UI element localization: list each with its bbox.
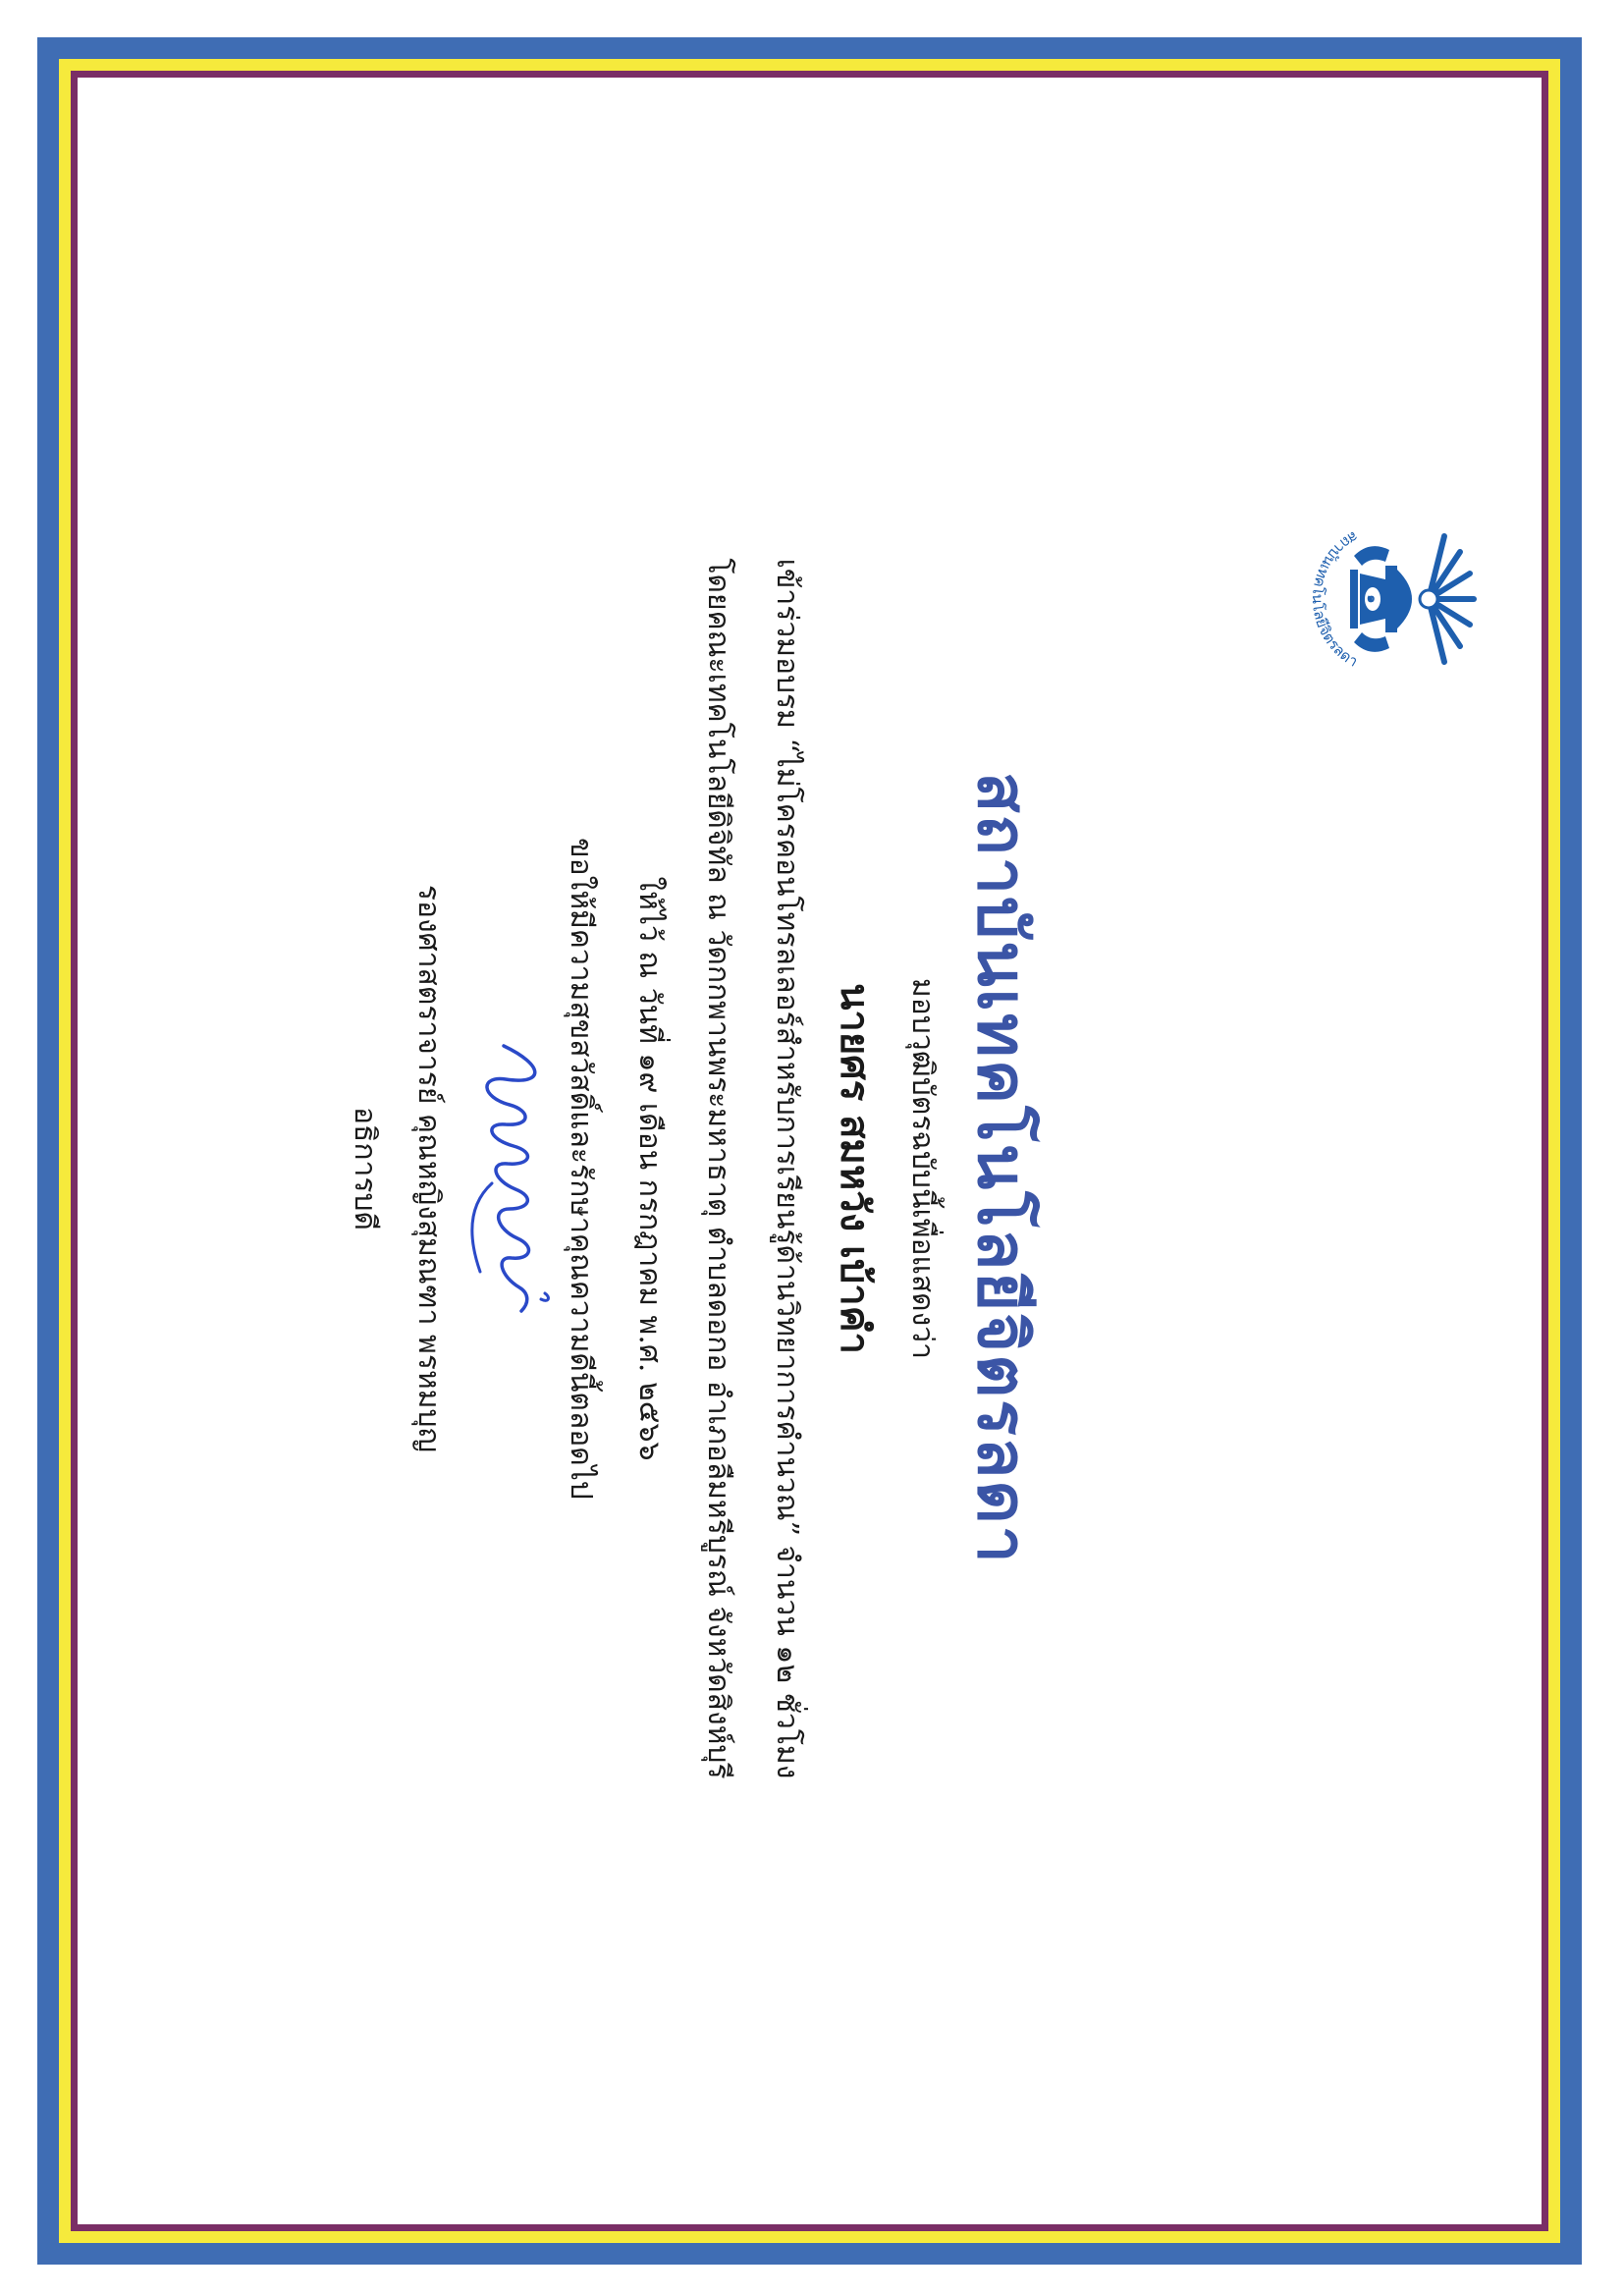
signature bbox=[457, 1036, 565, 1321]
certificate-content bbox=[231, 403, 1586, 1935]
body-line-course: เข้าร่วมอบรม “ไม่โครคอนโทรลเลอร์สำหรับการเรียนรู้ด้านวิทยาการคำนวณ” จำนวน ๑๒ ชั่วโมง bbox=[770, 558, 804, 1779]
body-line-blessing: ขอให้มีความสุขสวัสดิ์และรักษาคุณความดีนี้ตลอดไป bbox=[564, 838, 598, 1500]
signer-title: อธิการบดี bbox=[348, 1107, 382, 1230]
body-line-date: ให้ไว้ ณ วันที่ ๑๙ เดือน กรกฎาคม พ.ศ. ๒๕๖๖ bbox=[632, 876, 667, 1461]
institute-emblem-icon bbox=[1291, 501, 1488, 697]
svg-text:๑: ๑ bbox=[1364, 594, 1380, 604]
recipient-name: นายศร สมหวัง เบ้าคำ bbox=[832, 983, 878, 1354]
institute-logo bbox=[1291, 501, 1488, 697]
signer-name: รองศาสตราจารย์ คุณหญิงสุมณฑา พรหมบุญ bbox=[411, 884, 446, 1453]
presentation-line: มอบวุฒิบัตรฉบับนี้เพื่อแสดงว่า bbox=[905, 978, 940, 1359]
certificate-title: สถาบันเทคโนโลยีจิตรลดา bbox=[962, 772, 1041, 1565]
body-line-organizer: โดยคณะเทคโนโลยีดิจิทัล ณ วัดกกพานพระมหาธาตุ ตำบลดอกอ อำเภอลืมหรีบูรณ์ จังหวัดสิงห์บุรี bbox=[701, 558, 735, 1779]
handwritten-signature-icon bbox=[457, 1036, 565, 1321]
svg-text:สถาบันเทคโนโลยีจิตรลดา: สถาบันเทคโนโลยีจิตรลดา bbox=[1308, 527, 1362, 671]
